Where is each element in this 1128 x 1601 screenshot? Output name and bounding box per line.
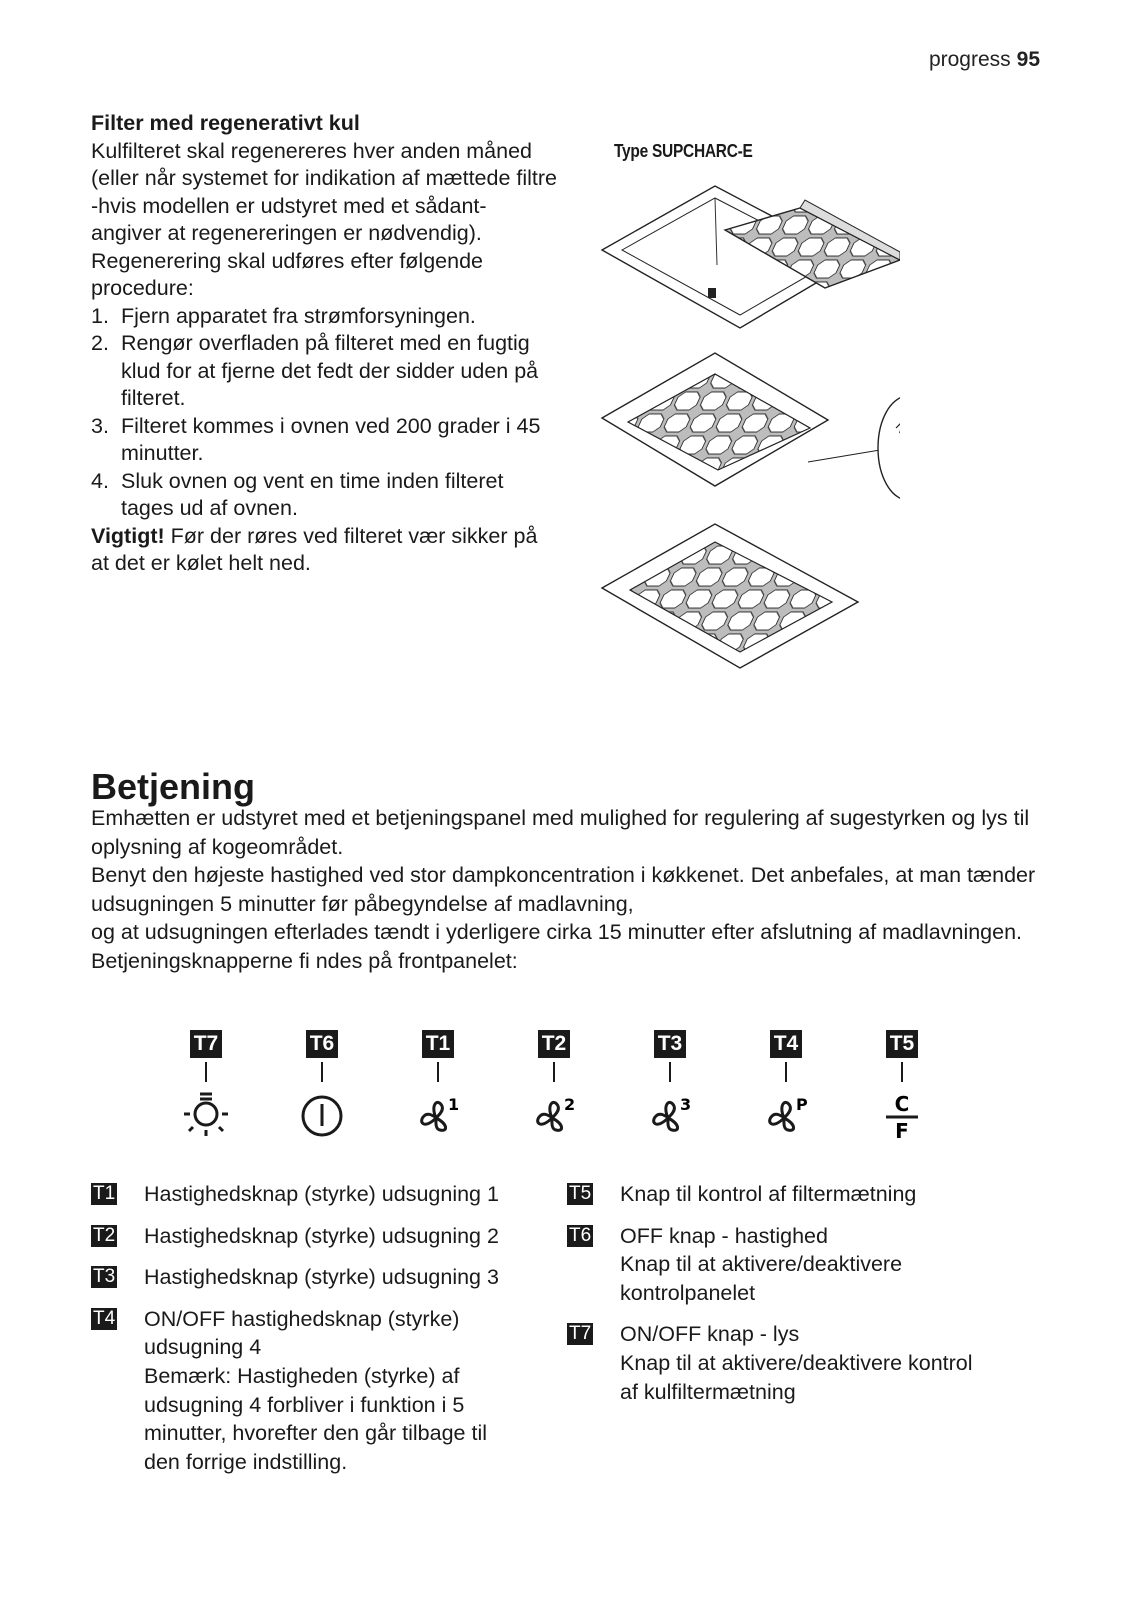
button-tag: T7: [190, 1030, 223, 1058]
fan-speed-3-icon: [640, 1086, 700, 1146]
legend-item-t7: T7 ON/OFF knap - lys Knap til at aktivere/deaktivere kontrol af kulfiltermætning: [569, 1322, 973, 1404]
filter-intro: Kulfilteret skal regenereres hver anden måned (eller når systemet for indikation af mættede filtre -hvis modellen er udstyret med et sådant- angiver at regenereringen er nødvendig). Regenerering skal udføres efter følgende procedure:: [91, 138, 558, 300]
frame-with-tilted-filter: [602, 186, 900, 328]
legend-item-t6: T6 OFF knap - hastighed Knap til at aktivere/deaktivere kontrolpanelet: [569, 1223, 903, 1305]
page-number: 95: [1016, 48, 1040, 71]
warning-text: Før der røres ved filteret vær sikker på at det er kølet helt ned.: [91, 523, 538, 575]
control-panel-diagram: [170, 1030, 970, 1150]
figure-caption: Type SUPCHARC-E: [614, 141, 753, 161]
legend-badge: T1: [93, 1183, 116, 1204]
legend-badge: T3: [93, 1266, 116, 1288]
legend-badge: T5: [569, 1183, 592, 1204]
filter-check-icon: [872, 1086, 932, 1146]
legend-badge: T4: [93, 1307, 116, 1329]
filter-section: [91, 110, 561, 578]
frame-with-flat-filter: [602, 524, 858, 668]
list-item: 3. Filteret kommes i ovnen ved 200 grader i 45 minutter.: [91, 413, 541, 465]
intro-paragraph: Emhætten er udstyret med et betjeningspanel med mulighed for regulering af sugestyrken og lys til oplysning af kogeområdet.: [91, 806, 1030, 859]
intro-paragraph: og at udsugningen efterlades tændt i yderligere cirka 15 minutter efter afslutning af madlavningen.: [91, 920, 1023, 945]
fan-speed-label: P: [796, 1095, 808, 1114]
filter-illustration: [600, 170, 900, 690]
list-item: 2. Rengør overfladen på filteret med en fugtig klud for at fjerne det fedt der sidder uden på filteret.: [91, 331, 539, 410]
legend-item-t3: T3 Hastighedsknap (styrke) udsugning 3: [93, 1265, 499, 1290]
filter-section-title: Filter med regenerativt kul: [91, 111, 360, 135]
legend-item-t4: T4 ON/OFF hastighedsknap (styrke) udsugning 4 Bemærk: Hastigheden (styrke) af udsugning 4 forbliver i funktion i 5 minutter, hvorefter den går tilbage til den forrige indstilling.: [93, 1306, 487, 1474]
legend-item-t5: T5 Knap til kontrol af filtermætning: [569, 1182, 917, 1206]
button-tag: T3: [654, 1030, 687, 1058]
operation-intro: [91, 804, 1041, 976]
legend-left: [91, 1180, 551, 1476]
fan-speed-p-icon: [756, 1086, 816, 1146]
intro-paragraph: Benyt den højeste hastighed ved stor dampkoncentration i køkkenet. Det anbefales, at man tænder udsugningen 5 minutter før påbegyndelse af madlavning,: [91, 863, 1036, 916]
procedure-list: [91, 303, 561, 523]
legend-item-t1: T1 Hastighedsknap (styrke) udsugning 1: [93, 1182, 499, 1206]
panel-button-t7: [176, 1030, 236, 1146]
frame-with-inserted-filter: [602, 353, 900, 500]
intro-paragraph: Betjeningsknapperne fi ndes på frontpanelet:: [91, 948, 518, 973]
fan-speed-label: 2: [564, 1095, 576, 1114]
page-header: [929, 48, 1040, 72]
legend-badge: T7: [569, 1323, 592, 1345]
panel-button-t1: [408, 1030, 468, 1146]
filter-check-top: C: [894, 1092, 910, 1116]
button-tag: T1: [422, 1030, 455, 1058]
filter-check-bottom: F: [895, 1119, 909, 1143]
button-tag: T6: [306, 1030, 339, 1058]
brand-name: progress: [928, 48, 1011, 71]
fan-speed-label: 3: [680, 1095, 692, 1114]
light-bulb-icon: [176, 1086, 236, 1146]
list-item: 1. Fjern apparatet fra strømforsyningen.: [91, 303, 476, 328]
warning-note: [91, 523, 561, 578]
legend-badge: T6: [569, 1224, 592, 1246]
panel-button-t6: [292, 1030, 352, 1146]
section-title-betjening: Betjening: [91, 766, 256, 807]
panel-button-t5: [872, 1030, 932, 1146]
fan-speed-2-icon: [524, 1086, 584, 1146]
panel-button-t3: [640, 1030, 700, 1146]
legend-item-t2: T2 Hastighedsknap (styrke) udsugning 2: [93, 1223, 499, 1248]
list-item: 4. Sluk ovnen og vent en time inden filteret tages ud af ovnen.: [91, 468, 504, 520]
button-tag: T5: [886, 1030, 919, 1058]
fan-speed-1-icon: [408, 1086, 468, 1146]
warning-label: Vigtigt!: [91, 523, 165, 548]
button-tag: T2: [538, 1030, 571, 1058]
button-tag: T4: [770, 1030, 803, 1058]
panel-button-t4: [756, 1030, 816, 1146]
power-icon: [292, 1086, 352, 1146]
panel-button-t2: [524, 1030, 584, 1146]
legend-right: [567, 1180, 1037, 1406]
legend-badge: T2: [93, 1224, 116, 1246]
fan-speed-label: 1: [448, 1095, 460, 1114]
